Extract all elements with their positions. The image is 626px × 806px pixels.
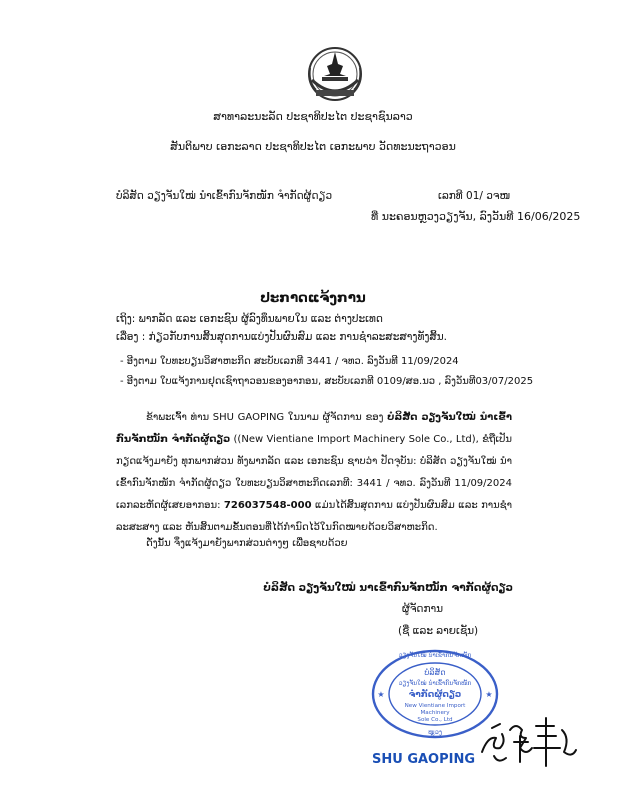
closing-line: ດັ່ງນັ້ນ ຈຶ່ງແຈ້ງມາຍັງພາກສ່ວນຕ່າງໆ ເພື່ອຊາບດ້ວຍ — [146, 538, 348, 549]
body-paragraph — [116, 407, 512, 539]
tax-id: 726037548-000 — [223, 500, 312, 511]
handwritten-signature — [476, 708, 580, 772]
signature-note: (ຊື່ ແລະ ລາຍເຊັນ) — [398, 625, 479, 637]
stamp-line2: ວຽງຈັນໃໝ່ ນໍາເຂົ້າກົນຈັກໜັກ — [398, 680, 472, 687]
body-company-name: ບໍລິສັດ ວຽງຈັນໃໝ່ ນໍາເຂົ້າກົນຈັກໜັກ ຈໍາກັດຜູ້ດຽວ — [116, 412, 512, 445]
stamp-en1: New Vientiane Import — [404, 703, 466, 709]
stamp-line1: ບໍລິສັດ — [424, 668, 446, 677]
stamp-ring-bottom: ໜຼວງ — [428, 728, 442, 736]
star-icon: ★ — [377, 690, 385, 699]
signature-role: ຜູ້ຈັດການ — [402, 603, 444, 615]
stamp-en2: Machinery — [420, 710, 450, 716]
national-emblem-icon — [300, 44, 370, 102]
stamp-line3: ຈໍາກັດຜູ້ດຽວ — [408, 690, 462, 700]
header-motto: ສັນຕິພາບ ເອກະລາດ ປະຊາທິປະໄຕ ເອກະພາບ ວັດທະນະຖາວອນ — [170, 140, 456, 153]
signature-company: ບໍລິສັດ ວຽງຈັນໃໝ່ ນາເຂົ້າກົນຈັກໜັກ ຈາກັດຜູ້ດຽວ — [263, 582, 513, 594]
stamp-en3: Sole Co., Ltd — [417, 717, 453, 723]
body-text-c: ແມ່ນໄດ້ສິ້ນສຸດການ ແບ່ງປັນຜົນສົມ ແລະ ການຊໍາລະສະສາງ ແລະ ຫັນສິ້ນຕາມຂັ້ນຕອນທີ່ໄດ້ກໍານົດໄວ້ໃນກົດໝາຍດ້ວຍວິສາຫະກິດ. — [116, 500, 512, 533]
reference-item: - ອີງຕາມ ໃບທະບຽນວິສາຫະກິດ ສະບັບເລກທີ 3441 / ຈທວ. ລົງວັນທີ 11/09/2024 — [120, 356, 459, 367]
place-date: ທີ່ ນະຄອນຫຼວງວຽງຈັນ, ລົງວັນທີ 16/06/2025 — [371, 210, 581, 223]
body-text-a: ຂ້າພະເຈົ້າ ທ່ານ SHU GAOPING ໃນນາມ ຜູ້ຈັດການ ຂອງ — [146, 412, 388, 423]
subject-line: ເລື່ອງ : ກ່ຽວກັບການສິ້ນສຸດການແບ່ງປັນຜົນສົມ ແລະ ການຊໍາລະສະສາງທັງສິ້ນ. — [116, 331, 448, 343]
reference-number: ເລກທີ 01/ ວຈໜ — [438, 190, 511, 202]
signatory-name: SHU GAOPING — [372, 752, 476, 767]
header-country: ສາທາລະນະລັດ ປະຊາທິປະໄຕ ປະຊາຊົນລາວ — [213, 110, 413, 123]
company-header: ບໍລິສັດ ວຽງຈັນໃໝ່ ນໍາເຂົ້າກົນຈັກໜັກ ຈໍາກັດຜູ້ດຽວ — [116, 190, 333, 202]
star-icon: ★ — [485, 690, 493, 699]
body-text-b: ((New Vientiane Import Machinery Sole Co., Ltd), ຂໍຖືເປັນກຽດແຈ້ງມາຍັງ ທຸກພາກສ່ວນ ທັງພາກລັດ ແລະ ເອກະຊົນ ຊາບວ່າ ປັດຈຸບັນ: ບໍລິສັດ ວຽງຈັນໃໝ່ ນໍາເຂົ້າກົນຈັກໜັກ ຈໍາກັດຜູ້ດຽວ ໃບທະບຽນວິສາຫະກິດເລກທີ: 3441 / ຈທວ. ລົງວັນທີ 11/09/2024 ເລກລະຫັດຜູ້ເສຍອາກອນ: — [116, 434, 512, 511]
addressee-line: ເຖິງ: ພາກລັດ ແລະ ເອກະຊົນ ຜູ້ລົງທຶນພາຍໃນ ແລະ ຕ່າງປະເທດ — [116, 313, 383, 325]
reference-item: - ອີງຕາມ ໃບແຈ້ງການຢຸດເຊົາຖາວອນຂອງອາກອນ, ສະບັບເລກທີ 0109/ສອ.ນວ , ລົງວັນທີ03/07/2025 — [120, 376, 534, 387]
notice-title: ປະກາດແຈ້ງການ — [260, 290, 366, 306]
stamp-ring-top: ວຽງຈັນໃໝ່ ນໍາເຂົ້າກົນຈັກໜັກ — [398, 652, 472, 659]
